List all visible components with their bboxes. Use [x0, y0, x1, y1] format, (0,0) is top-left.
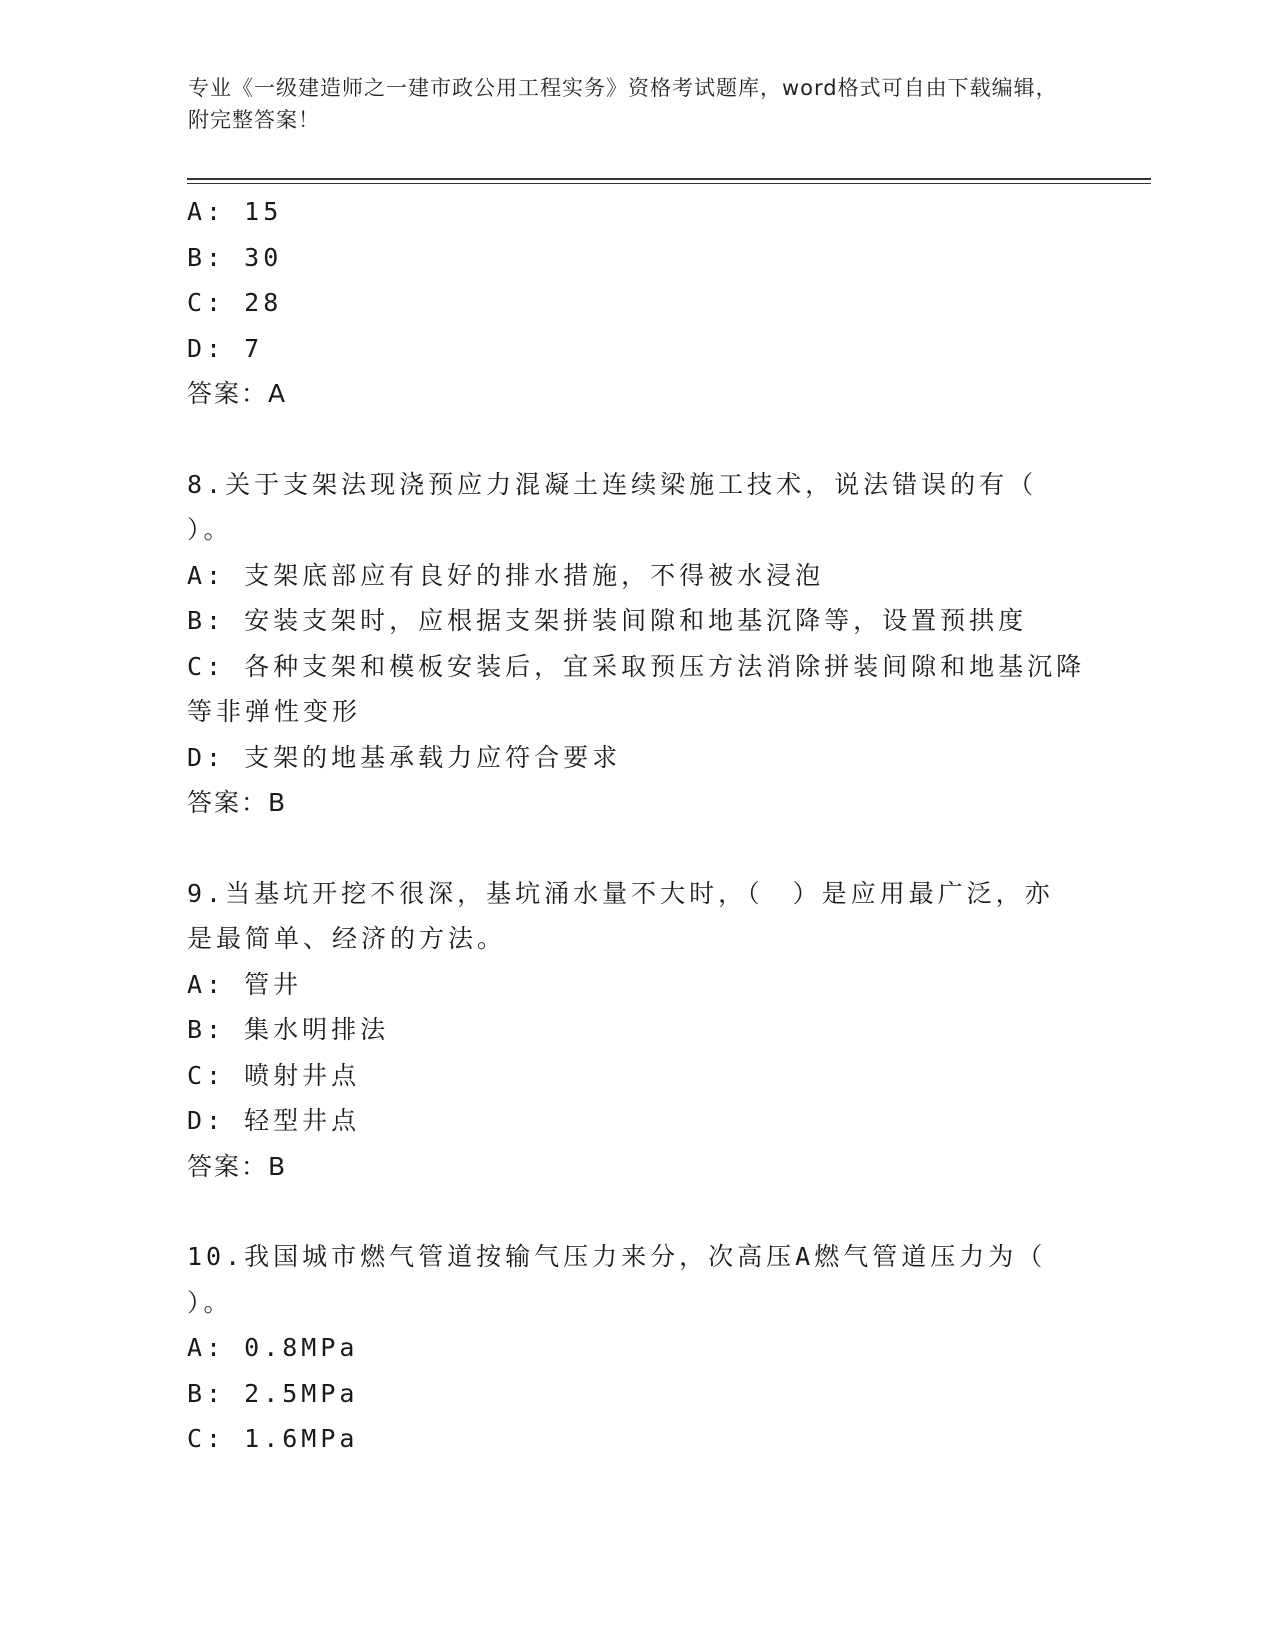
q8-answer: 答案：B: [187, 788, 288, 817]
q7-option-d: D: 7: [187, 333, 264, 363]
question-8: [187, 462, 1087, 826]
q8-stem-line2: ）。: [187, 515, 233, 544]
q10-stem-line2: ）。: [187, 1287, 233, 1317]
q8-option-a: A: 支架底部应有良好的排水措施，不得被水浸泡: [187, 560, 825, 590]
header-divider: [187, 178, 1151, 184]
question-10: [187, 1234, 1087, 1462]
question-9: [187, 871, 1087, 1190]
q9-option-a: A: 管井: [187, 969, 303, 999]
q8-option-c-line1: C: 各种支架和模板安装后，宜采取预压方法消除拼装间隙和地基沉降: [187, 651, 1086, 681]
q8-option-b: B: 安装支架时，应根据支架拼装间隙和地基沉降等，设置预拱度: [187, 606, 1028, 635]
q10-option-b: B: 2.5MPa: [187, 1378, 359, 1408]
q8-stem-line1: 8.关于支架法现浇预应力混凝土连续梁施工技术，说法错误的有（: [187, 469, 1038, 499]
q10-option-a: A: 0.8MPa: [187, 1333, 359, 1362]
q7-option-b: B: 30: [187, 242, 283, 272]
q7-answer: 答案：A: [187, 379, 288, 408]
q9-answer: 答案：B: [187, 1151, 288, 1181]
document-header: 专业《一级建造师之一建市政公用工程实务》资格考试题库，word格式可自由下载编辑，附完整答案！: [188, 76, 1058, 132]
q9-option-b: B: 集水明排法: [187, 1015, 390, 1044]
q10-stem-line1: 10.我国城市燃气管道按输气压力来分，次高压A燃气管道压力为（: [187, 1242, 1047, 1271]
q9-option-d: D: 轻型井点: [187, 1106, 361, 1135]
q7-option-c: C: 28: [187, 288, 283, 317]
q9-stem-line1: 9.当基坑开挖不很深，基坑涌水量不大时，（ ）是应用最广泛，亦: [187, 878, 1054, 908]
q9-option-c: C: 喷射井点: [187, 1060, 361, 1090]
question-7-options: [187, 189, 1087, 417]
q10-option-c: C: 1.6MPa: [187, 1424, 359, 1453]
q8-option-d: D: 支架的地基承载力应符合要求: [187, 742, 622, 772]
q7-option-a: A: 15: [187, 197, 283, 226]
q8-option-c-line2: 等非弹性变形: [187, 697, 362, 726]
q9-stem-line2: 是最简单、经济的方法。: [187, 924, 507, 953]
question-content: [187, 189, 1087, 1462]
